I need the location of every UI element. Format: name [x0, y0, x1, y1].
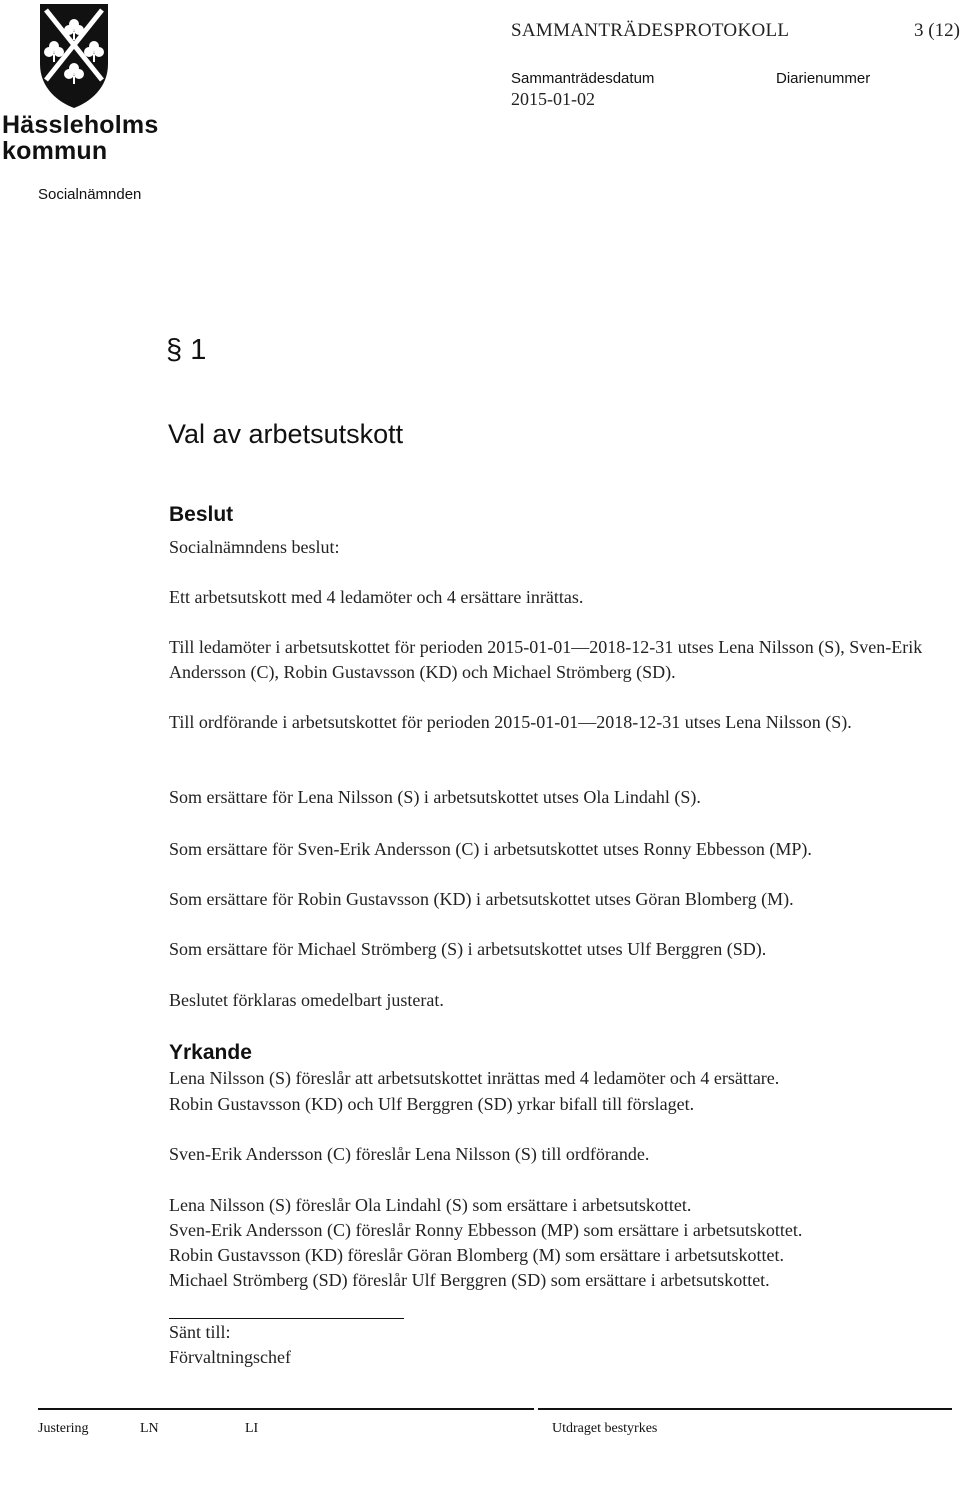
- decision-heading: Beslut: [169, 503, 234, 526]
- footer-rule-left: [38, 1408, 534, 1410]
- motion-line: Robin Gustavsson (KD) och Ulf Berggren (SD) yrkar bifall till förslaget.: [169, 1094, 695, 1114]
- distribution-recipient: Förvaltningschef: [169, 1347, 291, 1367]
- decision-paragraph: Som ersättare för Michael Strömberg (S) i arbetsutskottet utses Ulf Berggren (SD).: [169, 939, 767, 959]
- diary-number-label: Diarienummer: [776, 70, 871, 87]
- motion-heading: Yrkande: [169, 1041, 252, 1064]
- distribution-label: Sänt till:: [169, 1322, 231, 1342]
- decision-paragraph: Beslutet förklaras omedelbart justerat.: [169, 990, 444, 1010]
- logo-line-1: Hässleholms: [2, 111, 159, 139]
- meeting-date-label: Sammanträdesdatum: [511, 70, 655, 87]
- board-name: Socialnämnden: [38, 186, 142, 203]
- coat-of-arms-icon: [38, 2, 110, 110]
- meeting-date: 2015-01-02: [511, 89, 595, 109]
- page-number: 3 (12): [914, 20, 960, 41]
- section-number: [166, 334, 206, 367]
- motion-line: Lena Nilsson (S) föreslår att arbetsutskottet inrättas med 4 ledamöter och 4 ersättare.: [169, 1068, 780, 1088]
- justering-initials-2: LI: [245, 1421, 259, 1436]
- motion-line: Lena Nilsson (S) föreslår Ola Lindahl (S) som ersättare i arbetsutskottet.: [169, 1195, 692, 1215]
- justering-initials-1: LN: [140, 1421, 159, 1436]
- logo-line-2: kommun: [2, 137, 108, 165]
- document-title: SAMMANTRÄDESPROTOKOLL: [511, 20, 790, 41]
- decision-paragraph: Ett arbetsutskott med 4 ledamöter och 4 ersättare inrättas.: [169, 587, 584, 607]
- motion-line: Sven-Erik Andersson (C) föreslår Ronny Ebbesson (MP) som ersättare i arbetsutskottet.: [169, 1220, 803, 1240]
- decision-paragraph: Som ersättare för Sven-Erik Andersson (C) i arbetsutskottet utses Ronny Ebbesson (MP).: [169, 839, 812, 859]
- section-number-value: 1: [190, 334, 207, 366]
- certified-label: Utdraget bestyrkes: [552, 1421, 658, 1436]
- footer-rule-right: [538, 1408, 952, 1410]
- decision-paragraph: Som ersättare för Lena Nilsson (S) i arbetsutskottet utses Ola Lindahl (S).: [169, 787, 701, 807]
- decision-paragraph: Till ordförande i arbetsutskottet för perioden 2015-01-01—2018-12-31 utses Lena Nilsson (S).: [169, 712, 852, 732]
- motion-line: Sven-Erik Andersson (C) föreslår Lena Nilsson (S) till ordförande.: [169, 1144, 650, 1164]
- municipality-logo: [0, 0, 160, 165]
- distribution-rule: [169, 1318, 404, 1319]
- logo-wordmark: [2, 112, 158, 164]
- decision-paragraph: Till ledamöter i arbetsutskottet för perioden 2015-01-01—2018-12-31 utses Lena Nilsson (S), Sven-Erik Andersson (C), Robin Gustavsson (KD) och Michael Strömberg (SD).: [169, 637, 923, 682]
- motion-line: Michael Strömberg (SD) föreslår Ulf Berggren (SD) som ersättare i arbetsutskottet.: [169, 1270, 770, 1290]
- section-title: Val av arbetsutskott: [168, 419, 404, 449]
- section-sign: §: [166, 334, 183, 366]
- decision-paragraph: Som ersättare för Robin Gustavsson (KD) i arbetsutskottet utses Göran Blomberg (M).: [169, 889, 794, 909]
- motion-line: Robin Gustavsson (KD) föreslår Göran Blomberg (M) som ersättare i arbetsutskottet.: [169, 1245, 785, 1265]
- justering-label: Justering: [38, 1421, 89, 1436]
- decision-intro: Socialnämndens beslut:: [169, 537, 340, 557]
